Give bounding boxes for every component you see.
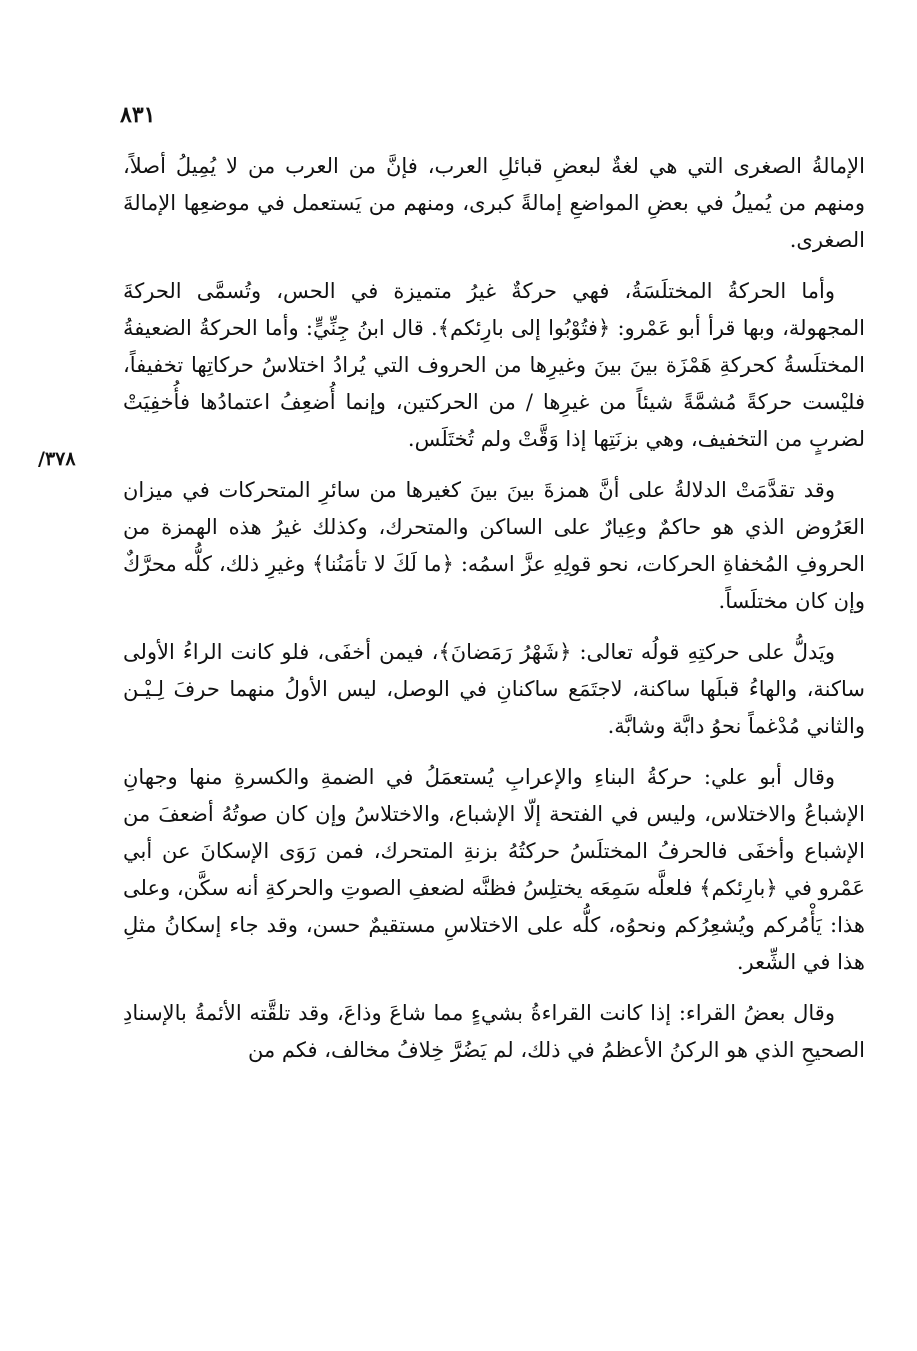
- body-text: [123, 148, 865, 1083]
- paragraph: وقال أبو علي: حركةُ البناءِ والإعرابِ يُستعمَلُ في الضمةِ والكسرةِ منها وجهانِ الإشباعُ والاختلاس، وليس في الفتحة إلّا الإشباع، والاختلاسُ وإن كان صوتُهُ أضعفَ من الإشباع وأخفَى فالحرفُ المختلَسُ حركتُهُ بزنةِ المتحرك، فمن رَوَى الإسكانَ عن أبي عَمْرو في ﴿بارِئكم﴾ فلعلَّه سَمِعَه يختلِسُ فظنَّه لضعفِ الصوتِ والحركةِ أنه سكَّن، وعلى هذا: يَأْمُركم ويُشعِرُكم ونحوُه، كلُّه على الاختلاسِ مستقيمٌ حسن، وقد جاء إسكانُ مثلِ هذا في الشِّعر.: [123, 765, 865, 974]
- margin-reference: /٣٧٨: [38, 448, 76, 470]
- paragraph: الإمالةُ الصغرى التي هي لغةٌ لبعضِ قبائلِ العرب، فإنَّ من العرب من لا يُمِيلُ أصلاً، ومنهم من يُميلُ في بعضِ المواضعِ إمالةً كبرى، ومنهم من يَستعمل في موضعِها الإمالةَ الصغرى.: [123, 154, 865, 252]
- page-number: ٨٣١: [120, 102, 156, 128]
- paragraph: وقد تقدَّمَتْ الدلالةُ على أنَّ همزةَ بينَ بينَ كغيرها من سائرِ المتحركات في ميزان العَرُوض الذي هو حاكمٌ وعِيارٌ على الساكن والمتحرك، وكذلك غيرُ هذه الهمزة من الحروفِ المُخفاةِ الحركات، نحو قولِهِ عزَّ اسمُه: ﴿ما لَكَ لا تأمَنُنا﴾ وغيرِ ذلك، كلُّه محرَّكٌ وإن كان مختلَساً.: [123, 478, 865, 613]
- paragraph: وقال بعضُ القراء: إذا كانت القراءةُ بشيءٍ مما شاعَ وذاعَ، وقد تلقَّته الأئمةُ بالإسنادِ الصحيحِ الذي هو الركنُ الأعظمُ في ذلك، لم يَضُرَّ خِلافُ مخالف، فكم من: [123, 1001, 865, 1062]
- paragraph: وأما الحركةُ المختلَسَةُ، فهي حركةٌ غيرُ متميزة في الحس، وتُسمَّى الحركةَ المجهولة، وبها قرأ أبو عَمْرو: ﴿فتُوْبُوا إلى بارِئكم﴾. قال ابنُ جِنِّيٍّ: وأما الحركةُ الضعيفةُ المختلَسةُ كحركةِ هَمْزَة بينَ بينَ وغيرِها من الحروف التي يُرادُ اختلاسُ حركاتِها تخفيفاً، فليْست حركةً مُشمَّةً شيئاً من غيرِها / من الحركتين، وإنما أُضعِفُ اعتمادُها فأُخفِيَتْ لضربٍ من التخفيف، وهي بزنَتِها إذا وَقَّتْ ولم تُختَلَس.: [123, 279, 865, 451]
- paragraph: ويَدلُّ على حركتِهِ قولُه تعالى: ﴿شَهْرُ رَمَضانَ﴾، فيمن أخفَى، فلو كانت الراءُ الأولى ساكنة، والهاءُ قبلَها ساكنة، لاجتَمَع ساكنانِ في الوصل، ليس الأولُ منهما حرفَ لِـيْـن والثاني مُدْغماً نحوُ دابَّة وشابَّة.: [123, 640, 865, 738]
